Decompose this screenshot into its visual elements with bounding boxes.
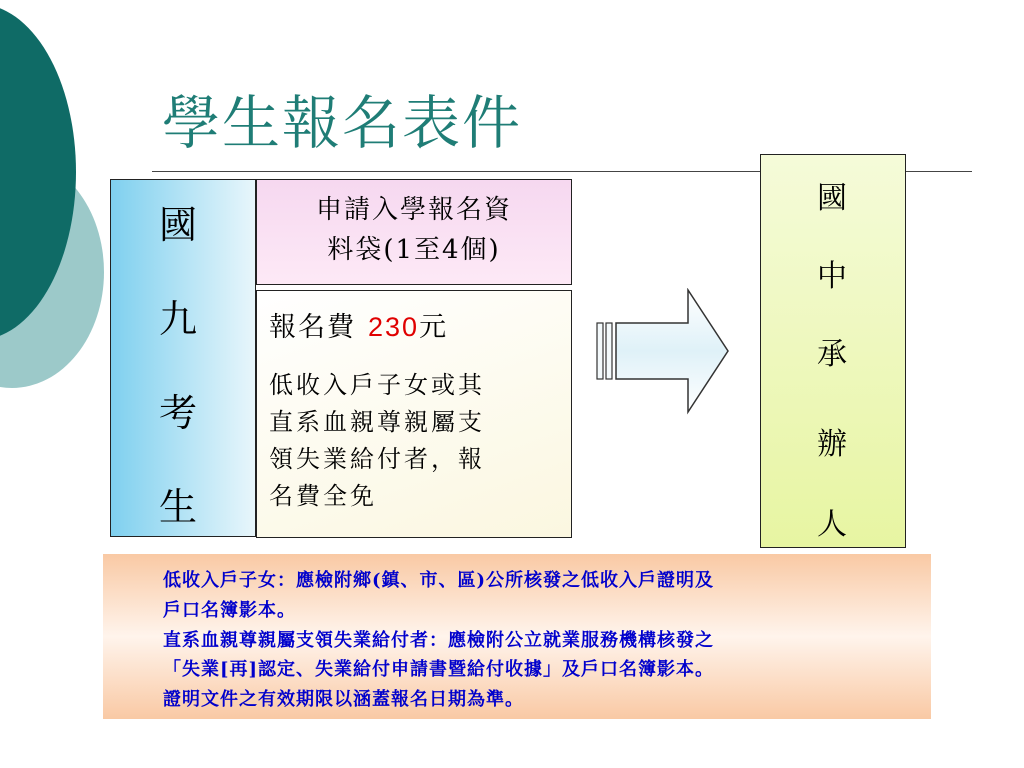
applicant-char: 九 [159,297,198,341]
fee-box [256,290,572,538]
note-line: 直系血親尊親屬支領失業給付者：應檢附公立就業服務機構核發之 [163,630,714,651]
right-arrow-icon [596,288,732,418]
applicant-char: 考 [159,391,198,435]
note-box [103,554,931,719]
fee-label: 報名費 [269,312,356,343]
fee-exemption-line: 直系血親尊親屬支 [269,408,485,436]
handler-char: 國 [817,181,847,216]
handler-box [760,154,906,548]
application-bag-line: 料袋(1至4個) [327,235,501,265]
handler-char: 中 [817,259,847,294]
applicant-box [110,179,256,537]
fee-exemption-line: 低收入戶子女或其 [269,371,485,399]
application-bag-line: 申請入學報名資 [315,195,512,225]
applicant-char: 生 [159,485,198,529]
application-bag-text [257,190,571,270]
slide-title: 學生報名表件 [162,89,523,157]
applicant-char: 國 [159,203,198,247]
fee-amount: 230 [368,312,420,342]
fee-line [269,305,448,344]
note-line: 戶口名簿影本。 [163,600,296,621]
note-line: 「失業[再]認定、失業給付申請書暨給付收據」及戶口名簿影本。 [163,659,715,680]
fee-unit: 元 [419,312,449,343]
handler-char: 人 [817,507,847,542]
handler-char: 承 [817,337,847,372]
note-line: 低收入戶子女：應檢附鄉(鎮、市、區)公所核發之低收入戶證明及 [163,570,715,591]
application-bag-box [256,179,572,285]
fee-exemption-line: 領失業給付者，報 [269,445,485,473]
note-line: 證明文件之有效期限以涵蓋報名日期為準。 [163,689,524,710]
handler-char: 辦 [817,427,847,462]
fee-exemption-text [269,367,559,515]
fee-exemption-line: 名費全免 [269,482,377,510]
